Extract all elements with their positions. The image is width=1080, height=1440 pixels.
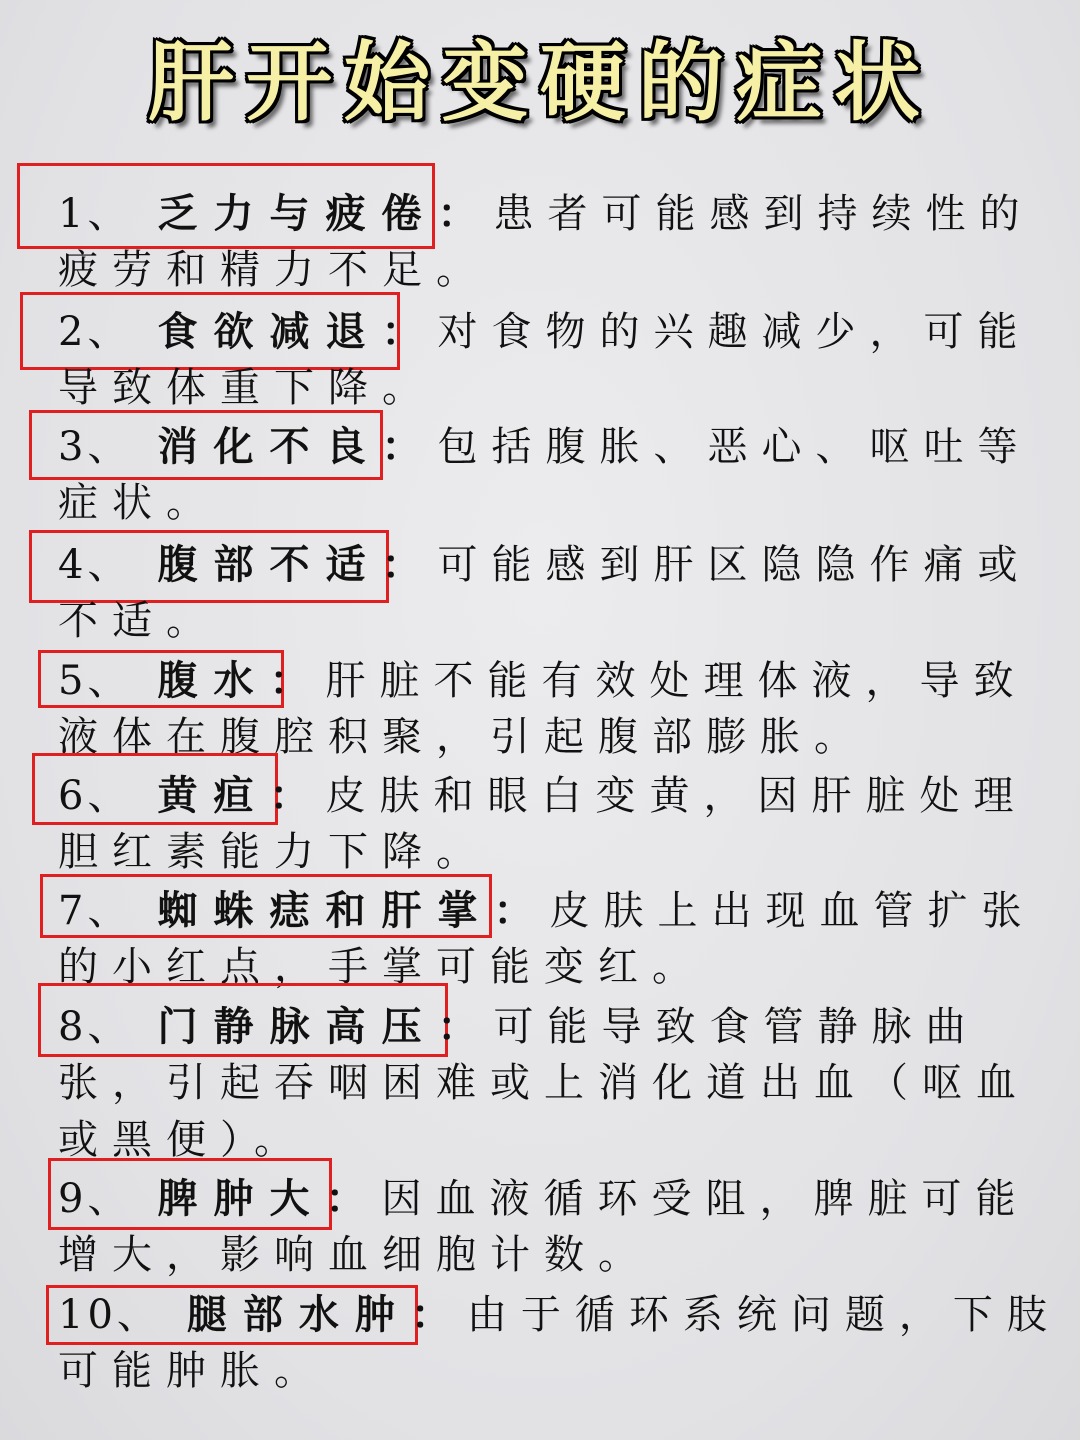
item-number: 10、 [58,1292,161,1338]
symptom-item [58,1286,1061,1400]
symptom-item [58,998,1030,1169]
symptom-item [58,652,1028,766]
symptom-description-continued: 症状。 [58,480,220,526]
symptom-label: 脾肿大： [157,1175,382,1222]
item-number: 7、 [58,888,132,934]
symptom-description-continued: 胆红素能力下降。 [58,829,490,875]
symptom-description-continued: 或黑便）。 [58,1117,308,1163]
symptom-description: 肝脏不能有效处理体液，导致 [325,658,1028,704]
item-number: 9、 [58,1176,132,1222]
symptom-item [58,882,1036,996]
symptom-description-continued: 导致体重下降。 [58,365,436,411]
symptom-description-continued: 液体在腹腔积聚，引起腹部膨胀。 [58,714,868,760]
symptom-item [58,767,1028,881]
symptom-description: 因血液循环受阻，脾脏可能 [381,1176,1030,1222]
symptom-label: 黄疸： [157,772,326,819]
item-number: 8、 [58,1004,132,1050]
symptom-item [58,303,1032,417]
symptom-description: 可能感到肝区隐隐作痛或 [437,542,1032,588]
symptom-label: 门静脉高压： [157,1003,494,1050]
symptom-description: 对食物的兴趣减少，可能 [437,309,1032,355]
symptom-description-continued: 增大，影响血细胞计数。 [58,1232,652,1278]
symptom-description: 皮肤和眼白变黄，因肝脏处理 [325,773,1028,819]
symptom-label: 腿部水肿： [186,1291,467,1338]
symptom-description: 可能导致食管静脉曲 [493,1004,980,1050]
symptom-item [58,185,1034,299]
symptom-label: 腹部不适： [157,541,438,588]
symptom-item [58,536,1032,650]
symptom-description-continued: 张，引起吞咽困难或上消化道出血（呕血 [58,1060,1030,1106]
symptom-description: 包括腹胀、恶心、呕吐等 [437,424,1032,470]
symptom-label: 腹水： [157,657,326,704]
item-number: 5、 [58,658,132,704]
item-number: 4、 [58,542,132,588]
symptom-description-continued: 疲劳和精力不足。 [58,247,490,293]
symptom-description-continued: 不适。 [58,598,220,644]
symptom-item [58,1170,1030,1284]
item-number: 2、 [58,309,132,355]
symptom-description-continued: 的小红点，手掌可能变红。 [58,944,706,990]
item-number: 6、 [58,773,132,819]
symptom-description: 由于循环系统问题，下肢 [466,1292,1061,1338]
symptom-description: 皮肤上出现血管扩张 [549,888,1036,934]
symptom-description-continued: 可能肿胀。 [58,1348,328,1394]
page-title: 肝开始变硬的症状 [148,33,932,133]
symptom-label: 蜘蛛痣和肝掌： [157,887,550,934]
symptom-label: 消化不良： [157,423,438,470]
symptom-description: 患者可能感到持续性的 [493,191,1034,237]
symptom-label: 乏力与疲倦： [157,190,494,237]
symptom-label: 食欲减退： [157,308,438,355]
item-number: 3、 [58,424,132,470]
item-number: 1、 [58,191,132,237]
symptom-item [58,418,1032,532]
